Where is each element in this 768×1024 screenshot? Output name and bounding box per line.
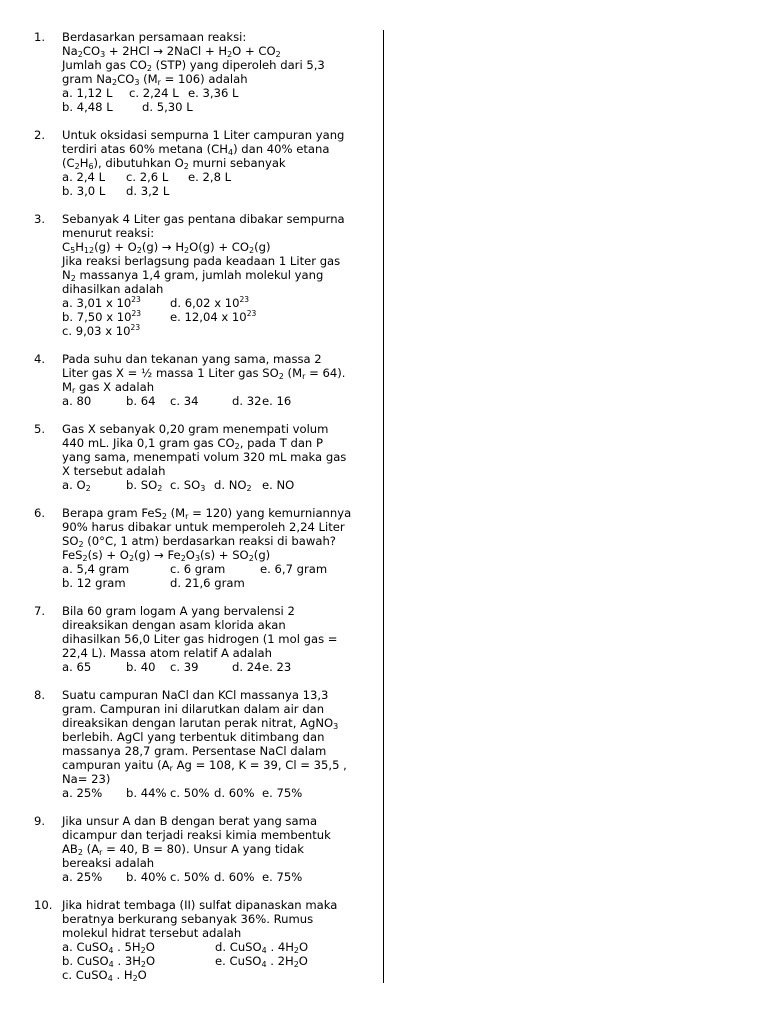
question-number: 1. (34, 30, 46, 44)
question-text-line: $AB_2$ ($A_r = 40$, B = 80). Unsur A yang tidak (62, 842, 304, 857)
question-body (62, 128, 382, 198)
answer-option: d. $NO_2$ (214, 478, 252, 493)
answer-option: c. 6 gram (170, 562, 226, 576)
question-body (62, 30, 382, 114)
question-body (62, 814, 382, 884)
question-text-line: Untuk oksidasi sempurna 1 Liter campuran yang (62, 128, 345, 142)
answer-option: e. 75% (262, 870, 303, 884)
answer-option: e. 23 (262, 660, 292, 674)
question-text-line: Berdasarkan persamaan reaksi: (62, 30, 247, 44)
question-number: 7. (34, 604, 46, 618)
question-number: 3. (34, 212, 46, 226)
answer-option: a. 3,01 x $10^{23}$ (62, 295, 141, 310)
question-text-line: $SO_2$ (0°C, 1 atm) berdasarkan reaksi di bawah? (62, 534, 336, 549)
question-text-line: bereaksi adalah (62, 856, 155, 870)
question-body (62, 422, 382, 492)
question-text-line: direaksikan dengan asam klorida akan (62, 618, 286, 632)
question-number: 2. (34, 128, 46, 142)
answer-options-row (62, 954, 382, 968)
question-text-line: $N_2$ massanya 1,4 gram, jumlah molekul yang (62, 268, 324, 283)
answer-option: c. 34 (170, 394, 199, 408)
answer-option: d. 3,2 L (126, 184, 170, 198)
question-body (62, 604, 382, 674)
answer-options-row (62, 86, 382, 100)
question-number: 5. (34, 422, 46, 436)
question-text-line: Sebanyak 4 Liter gas pentana dibakar sempurna (62, 212, 345, 226)
answer-option: b. 7,50 x $10^{23}$ (62, 309, 142, 324)
question-body (62, 898, 382, 982)
answer-option: d. 6,02 x $10^{23}$ (170, 295, 250, 310)
question-body (62, 688, 382, 800)
answer-option: b. 40% (126, 870, 167, 884)
answer-options-row (62, 562, 382, 576)
question-number: 8. (34, 688, 46, 702)
answer-options-row (62, 786, 382, 800)
question-text-line: massanya 28,7 gram. Persentase NaCl dalam (62, 744, 327, 758)
answer-option: b. 4,48 L (62, 100, 113, 114)
question-text-line: Liter gas X = ½ massa 1 Liter gas $SO_2$ $(M_r = 64)$. (62, 366, 346, 381)
question-text-line: 90% harus dibakar untuk memperoleh 2,24 Liter (62, 520, 345, 534)
question-body (62, 506, 382, 590)
question-text-line: X tersebut adalah (62, 464, 166, 478)
question-text-line: $C_5H_{12}(g) + O_2(g) \to H_2O(g) + CO_2(g)$ (62, 240, 271, 255)
answer-option: a. CuSO$_4$ . $5H_2O$ (62, 940, 155, 955)
answer-option: e. 16 (262, 394, 292, 408)
question-text-line: dicampur dan terjadi reaksi kimia membentuk (62, 828, 331, 842)
answer-option: c. 2,24 L (129, 86, 179, 100)
answer-option: e. CuSO$_4$ . $2H_2O$ (215, 954, 308, 969)
answer-options-row (62, 100, 382, 114)
answer-options-row (62, 870, 382, 884)
question-text-line: molekul hidrat tersebut adalah (62, 926, 242, 940)
answer-options-row (62, 968, 382, 982)
question-text-line: 22,4 L). Massa atom relatif A adalah (62, 646, 272, 660)
answer-option: c. 39 (170, 660, 199, 674)
answer-option: c. CuSO$_4$ . $H_2O$ (62, 968, 147, 983)
answer-option: e. NO (262, 478, 295, 492)
answer-options-row (62, 296, 382, 310)
answer-options-row (62, 478, 382, 492)
question-text-line: yang sama, menempati volum 320 mL maka gas (62, 450, 347, 464)
answer-option: b. 64 (126, 394, 156, 408)
question-body (62, 352, 382, 408)
question-text-line: Jika unsur A dan B dengan berat yang sama (62, 814, 318, 828)
question-number: 4. (34, 352, 46, 366)
question-text-line: direaksikan dengan larutan perak nitrat, AgNO$_3$ (62, 716, 339, 731)
answer-option: b. 44% (126, 786, 167, 800)
answer-option: e. 75% (262, 786, 303, 800)
answer-options-row (62, 394, 382, 408)
question-text-line: Jumlah gas $CO_2$ (STP) yang diperoleh dari 5,3 (62, 58, 325, 73)
question-text-line: dihasilkan adalah (62, 282, 164, 296)
answer-option: a. $O_2$ (62, 478, 91, 493)
question-text-line: $(C_2H_6)$, dibutuhkan $O_2$ murni sebanyak (62, 156, 286, 171)
answer-option: d. 24 (232, 660, 262, 674)
question-text-line: Jika hidrat tembaga (II) sulfat dipanaskan maka (62, 898, 338, 912)
answer-options-row (62, 324, 382, 338)
question-text-line: beratnya berkurang sebanyak 36%. Rumus (62, 912, 314, 926)
question-text-line: $M_r$ gas X adalah (62, 380, 155, 395)
answer-option: d. 21,6 gram (170, 576, 245, 590)
answer-option: a. 25% (62, 786, 103, 800)
answer-option: a. 25% (62, 870, 103, 884)
question-number: 10. (34, 898, 53, 912)
answer-option: c. 9,03 x $10^{23}$ (62, 323, 141, 338)
question-text-line: Berapa gram FeS$_2$ $(M_r = 120)$ yang kemurniannya (62, 506, 352, 521)
answer-option: a. 2,4 L (62, 170, 106, 184)
question-text-line: Suatu campuran NaCl dan KCl massanya 13,3 (62, 688, 329, 702)
answer-options-row (62, 660, 382, 674)
answer-option: d. 60% (214, 870, 255, 884)
question-text-line: 440 mL. Jika 0,1 gram gas $CO_2$, pada T dan P (62, 436, 323, 451)
answer-option: c. 50% (170, 870, 210, 884)
answer-option: d. CuSO$_4$ . $4H_2O$ (215, 940, 309, 955)
question-text-line: $Na_2CO_3 + 2HCl$ → 2NaCl + $H_2O + CO_2$ (62, 44, 281, 59)
answer-option: d. 5,30 L (142, 100, 193, 114)
question-text-line: terdiri atas 60% metana $(CH_4)$ dan 40% etana (62, 142, 330, 157)
question-text-line: $FeS_2(s) + O_2(g) \to Fe_2O_3(s) + SO_2(g)$ (62, 548, 271, 563)
answer-options-row (62, 170, 382, 184)
question-text-line: gram $Na_2CO_3$ $(M_r = 106)$ adalah (62, 72, 248, 87)
question-text-line: gram. Campuran ini dilarutkan dalam air dan (62, 702, 325, 716)
answer-option: d. 60% (214, 786, 255, 800)
answer-option: c. 2,6 L (126, 170, 169, 184)
question-text-line: dihasilkan 56,0 Liter gas hidrogen (1 mol gas = (62, 632, 338, 646)
question-text-line: Gas X sebanyak 0,20 gram menempati volum (62, 422, 329, 436)
answer-option: b. CuSO$_4$ . $3H_2O$ (62, 954, 156, 969)
answer-option: c. 50% (170, 786, 210, 800)
answer-options-row (62, 184, 382, 198)
answer-option: a. 5,4 gram (62, 562, 130, 576)
question-number: 9. (34, 814, 46, 828)
answer-options-row (62, 940, 382, 954)
question-text-line: campuran yaitu ($A_r$ Ag = 108, K = 39, Cl = 35,5 , (62, 758, 347, 773)
question-body (62, 212, 382, 338)
answer-option: e. 12,04 x $10^{23}$ (170, 309, 257, 324)
question-number: 6. (34, 506, 46, 520)
question-text-line: Bila 60 gram logam A yang bervalensi 2 (62, 604, 295, 618)
answer-options-row (62, 576, 382, 590)
answer-option: e. 3,36 L (188, 86, 239, 100)
answer-options-row (62, 310, 382, 324)
answer-option: a. 1,12 L (62, 86, 113, 100)
answer-option: a. 65 (62, 660, 92, 674)
answer-option: e. 2,8 L (188, 170, 232, 184)
answer-option: c. $SO_3$ (170, 478, 206, 493)
answer-option: b. $SO_2$ (126, 478, 163, 493)
question-text-line: berlebih. AgCl yang terbentuk ditimbang dan (62, 730, 325, 744)
question-text-line: menurut reaksi: (62, 226, 155, 240)
column-divider (383, 30, 384, 983)
question-text-line: Jika reaksi berlagsung pada keadaan 1 Liter gas (62, 254, 341, 268)
answer-option: d. 32 (232, 394, 262, 408)
answer-option: b. 40 (126, 660, 156, 674)
answer-option: a. 80 (62, 394, 92, 408)
answer-option: e. 6,7 gram (260, 562, 328, 576)
answer-option: b. 12 gram (62, 576, 126, 590)
answer-option: b. 3,0 L (62, 184, 106, 198)
question-text-line: Na= 23) (62, 772, 111, 786)
question-text-line: Pada suhu dan tekanan yang sama, massa 2 (62, 352, 322, 366)
